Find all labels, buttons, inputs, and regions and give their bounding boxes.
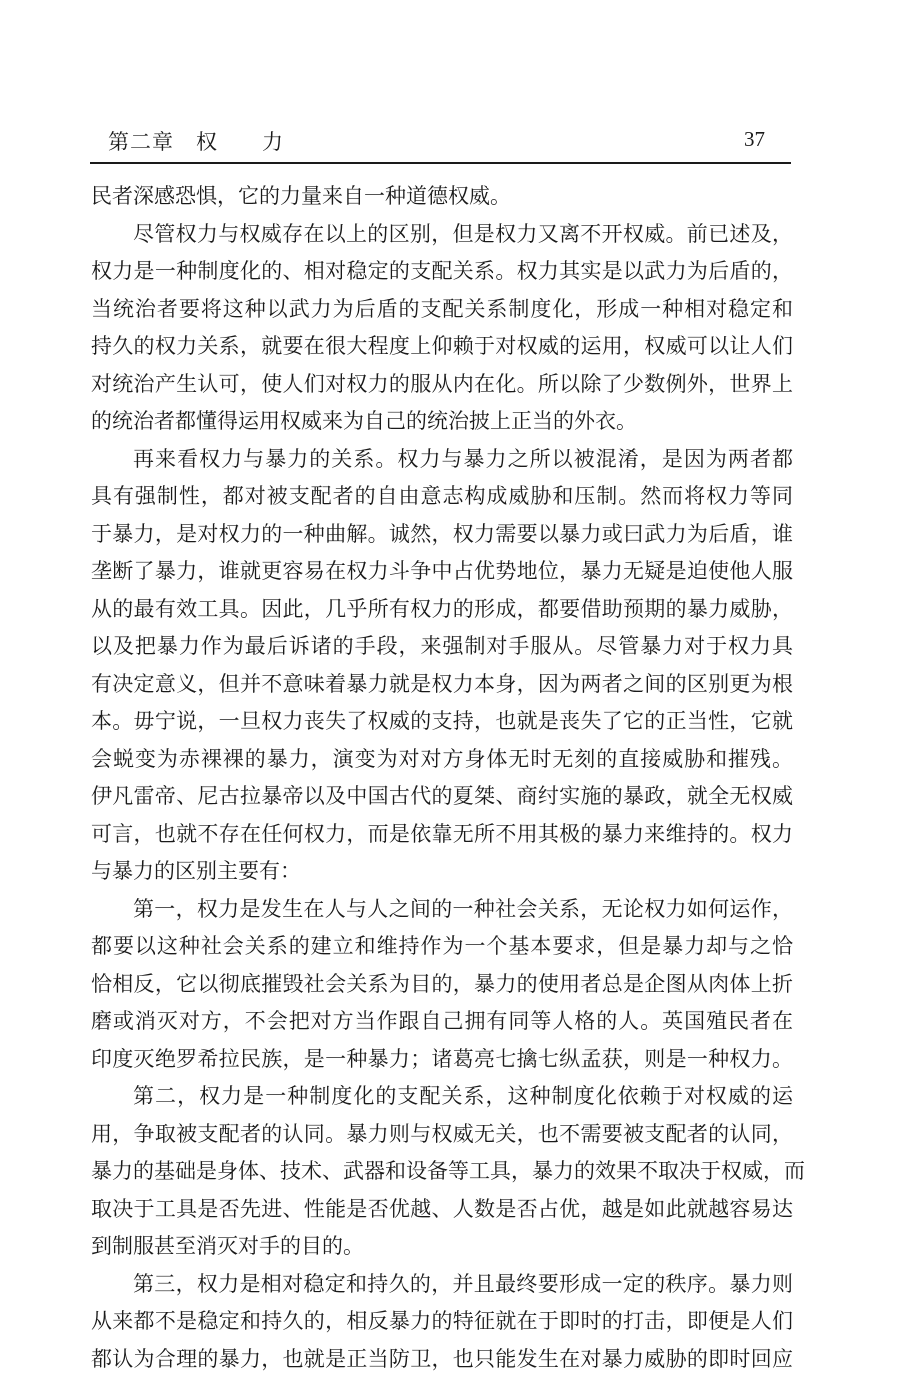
text-line: 民者深感恐惧，它的力量来自一种道德权威。 — [91, 178, 793, 216]
text-line: 于暴力，是对权力的一种曲解。诚然，权力需要以暴力或曰武力为后盾，谁 — [91, 516, 793, 554]
text-line: 印度灭绝罗希拉民族，是一种暴力；诸葛亮七擒七纵孟获，则是一种权力。 — [91, 1041, 793, 1079]
body-text — [91, 178, 793, 1378]
text-line: 第三，权力是相对稳定和持久的，并且最终要形成一定的秩序。暴力则 — [91, 1266, 793, 1304]
text-line: 都认为合理的暴力，也就是正当防卫，也只能发生在对暴力威胁的即时回应 — [91, 1341, 793, 1378]
running-header — [90, 120, 791, 164]
text-line: 暴力的基础是身体、技术、武器和设备等工具，暴力的效果不取决于权威，而 — [91, 1153, 793, 1191]
text-line: 恰相反，它以彻底摧毁社会关系为目的，暴力的使用者总是企图从肉体上折 — [91, 966, 793, 1004]
text-line: 都要以这种社会关系的建立和维持作为一个基本要求，但是暴力却与之恰 — [91, 928, 793, 966]
text-line: 尽管权力与权威存在以上的区别，但是权力又离不开权威。前已述及， — [91, 216, 793, 254]
text-line: 第二，权力是一种制度化的支配关系，这种制度化依赖于对权威的运 — [91, 1078, 793, 1116]
text-line: 具有强制性，都对被支配者的自由意志构成威胁和压制。然而将权力等同 — [91, 478, 793, 516]
text-line: 权力是一种制度化的、相对稳定的支配关系。权力其实是以武力为后盾的， — [91, 253, 793, 291]
text-line: 再来看权力与暴力的关系。权力与暴力之所以被混淆，是因为两者都 — [91, 441, 793, 479]
text-line: 对统治产生认可，使人们对权力的服从内在化。所以除了少数例外，世界上 — [91, 366, 793, 404]
text-line: 磨或消灭对方，不会把对方当作跟自己拥有同等人格的人。英国殖民者在 — [91, 1003, 793, 1041]
text-line: 持久的权力关系，就要在很大程度上仰赖于对权威的运用，权威可以让人们 — [91, 328, 793, 366]
text-line: 本。毋宁说，一旦权力丧失了权威的支持，也就是丧失了它的正当性，它就 — [91, 703, 793, 741]
page-number: 37 — [744, 127, 765, 152]
text-line: 有决定意义，但并不意味着暴力就是权力本身，因为两者之间的区别更为根 — [91, 666, 793, 704]
text-line: 从的最有效工具。因此，几乎所有权力的形成，都要借助预期的暴力威胁， — [91, 591, 793, 629]
text-line: 可言，也就不存在任何权力，而是依靠无所不用其极的暴力来维持的。权力 — [91, 816, 793, 854]
text-line: 用，争取被支配者的认同。暴力则与权威无关，也不需要被支配者的认同， — [91, 1116, 793, 1154]
text-line: 的统治者都懂得运用权威来为自己的统治披上正当的外衣。 — [91, 403, 793, 441]
text-line: 会蜕变为赤裸裸的暴力，演变为对对方身体无时无刻的直接威胁和摧残。 — [91, 741, 793, 779]
chapter-title: 第二章 权 力 — [108, 126, 284, 156]
text-line: 以及把暴力作为最后诉诸的手段，来强制对手服从。尽管暴力对于权力具 — [91, 628, 793, 666]
text-line: 到制服甚至消灭对手的目的。 — [91, 1228, 793, 1266]
text-line: 伊凡雷帝、尼古拉暴帝以及中国古代的夏桀、商纣实施的暴政，就全无权威 — [91, 778, 793, 816]
text-line: 垄断了暴力，谁就更容易在权力斗争中占优势地位，暴力无疑是迫使他人服 — [91, 553, 793, 591]
text-line: 取决于工具是否先进、性能是否优越、人数是否占优，越是如此就越容易达 — [91, 1191, 793, 1229]
text-line: 与暴力的区别主要有： — [91, 853, 793, 891]
text-line: 第一，权力是发生在人与人之间的一种社会关系，无论权力如何运作， — [91, 891, 793, 929]
text-line: 从来都不是稳定和持久的，相反暴力的特征就在于即时的打击，即便是人们 — [91, 1303, 793, 1341]
text-line: 当统治者要将这种以武力为后盾的支配关系制度化，形成一种相对稳定和 — [91, 291, 793, 329]
